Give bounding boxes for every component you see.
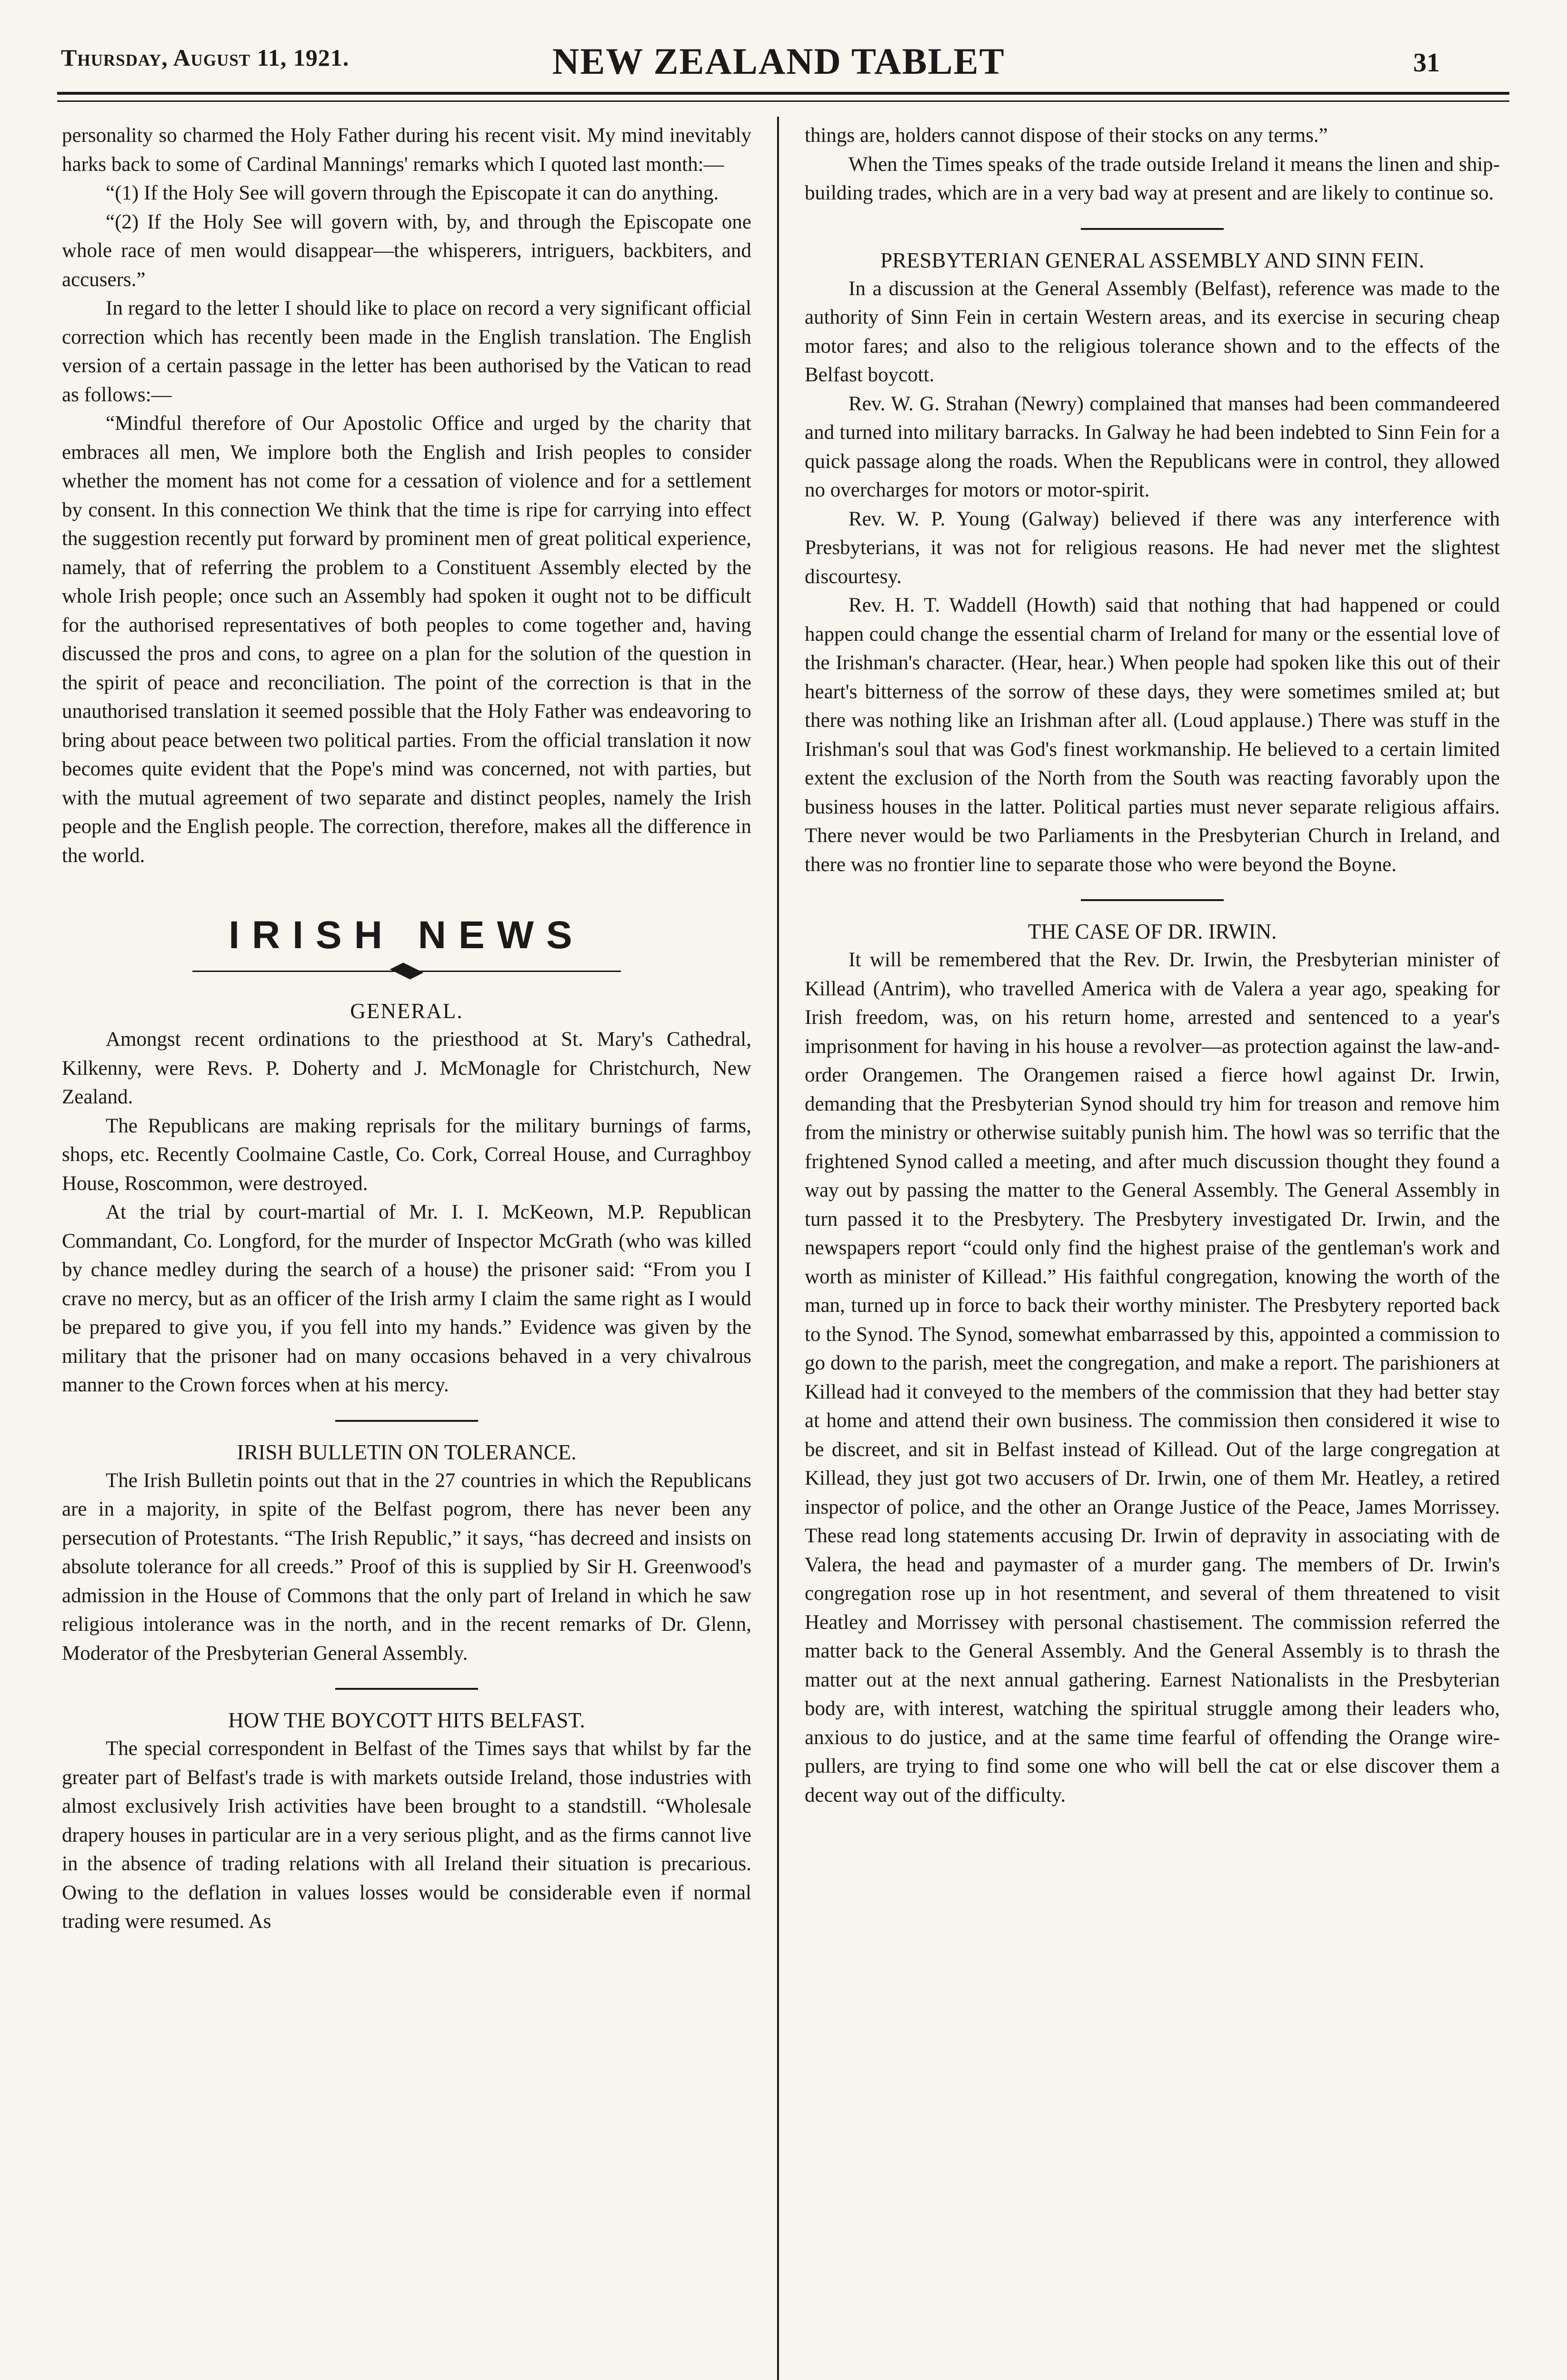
article-paragraph: things are, holders cannot dispose of their stocks on any terms.”	[805, 124, 1328, 147]
subheading-presbyterian-assembly: PRESBYTERIAN GENERAL ASSEMBLY AND SINN FEIN.	[880, 248, 1425, 272]
newspaper-title: NEW ZEALAND TABLET	[552, 40, 1005, 82]
section-title-irish-news: IRISH NEWS	[229, 913, 585, 957]
article-paragraph: “(1) If the Holy See will govern through the Episcopate it can do anything.	[106, 182, 719, 204]
article-paragraph: “(2) If the Holy See will govern with, by, and through the Episcopate one whole race of men would disappear—the whisperers, intriguers, backbiters, and accusers.”	[62, 210, 751, 291]
article-paragraph: In a discussion at the General Assembly (Belfast), reference was made to the authority of Sinn Fein in certain Western areas, and its exercise in securing cheap motor fares; and also to the religious tolerance shown and to the effects of the Belfast boycott.	[805, 277, 1500, 386]
article-paragraph: When the Times speaks of the trade outside Ireland it means the linen and ship-building trades, which are in a very bad way at present and are likely to continue so.	[805, 153, 1500, 204]
masthead-rule-thin	[57, 100, 1509, 102]
article-paragraph: “Mindful therefore of Our Apostolic Office and urged by the charity that embraces all men, We implore both the English and Irish peoples to consider whether the moment has not come for a cessation of violence and for a settlement by consent. In this connection We think that the time is ripe for carrying into effect the suggestion recently put forward by prominent men of great political experience, namely, that of referring the problem to a Constituent Assembly elected by the whole Irish people; once such an Assembly had spoken it ought not to be difficult for the authorised representatives of both peoples to come together and, having discussed the pros and cons, to agree on a plan for the solution of the question in the spirit of peace and reconciliation. The point of the correction is that in the unauthorised translation it seemed possible that the Holy Father was endeavoring to bring about peace between two political parties. From the official translation it now becomes quite evident that the Pope's mind was concerned, not with parties, but with the mutual agreement of two separate and distinct peoples, namely the Irish people and the English people. The correction, therefore, makes all the difference in the world.	[62, 412, 751, 867]
subheading-boycott: HOW THE BOYCOTT HITS BELFAST.	[228, 1708, 585, 1732]
article-paragraph: Rev. H. T. Waddell (Howth) said that nothing that had happened or could happen could change the essential charm of Ireland for many or the essential love of the Irishman's character. (Hear, hear.) When people had spoken like this out of their heart's bitterness of the sorrow of these days, they were sometimes smiled at; but there was nothing like an Irishman after all. (Loud applause.) There was stuff in the Irishman's soul that was God's finest workmanship. He believed to a certain limited extent the exclusion of the North from the South was reacting favorably upon the business houses in the latter. Political parties must never separate religious affairs. There never would be two Parliaments in the Presbyterian Church in Ireland, and there was no frontier line to separate those who were beyond the Boyne.	[805, 594, 1500, 876]
subheading-irish-bulletin: IRISH BULLETIN ON TOLERANCE.	[237, 1440, 577, 1464]
article-paragraph: The Irish Bulletin points out that in the 27 countries in which the Republicans are in a majority, in spite of the Belfast pogrom, there has never been any persecution of Protestants. “The Irish Republic,” it says, “has decreed and insists on absolute tolerance for all creeds.” Proof of this is supplied by Sir H. Greenwood's admission in the House of Commons that the only part of Ireland in which he saw religious intolerance was in the north, and in the recent remarks of Dr. Glenn, Moderator of the Presbyterian General Assembly.	[62, 1469, 751, 1665]
column-divider	[777, 117, 779, 2380]
article-paragraph: Amongst recent ordinations to the priesthood at St. Mary's Cathedral, Kilkenny, were Revs. P. Doherty and J. McMonagle for Christchurch, New Zealand.	[62, 1028, 751, 1108]
issue-date: Thursday, August 11, 1921.	[61, 44, 349, 71]
article-paragraph: Rev. W. P. Young (Galway) believed if there was any interference with Presbyterians, it was not for religious reasons. He had never met the slightest discourtesy.	[805, 507, 1500, 588]
article-paragraph: The Republicans are making reprisals for the military burnings of farms, shops, etc. Recently Coolmaine Castle, Co. Cork, Correal House, and Curraghboy House, Roscommon, were destroyed.	[62, 1114, 751, 1195]
left-column	[62, 121, 751, 1936]
subheading-case-of-dr-irwin: THE CASE OF DR. IRWIN.	[1028, 920, 1277, 943]
article-paragraph: personality so charmed the Holy Father during his recent visit. My mind inevitably harks back to some of Cardinal Mannings' remarks which I quoted last month:—	[62, 124, 751, 176]
article-paragraph: Rev. W. G. Strahan (Newry) complained that manses had been commandeered and turned into military barracks. In Galway he had been indebted to Sinn Fein for a quick passage along the roads. When the Republicans were in control, they allowed no overcharges for motors or motor-spirit.	[805, 392, 1500, 501]
right-column	[805, 121, 1500, 1810]
masthead-rule	[57, 92, 1509, 95]
article-separator	[1081, 899, 1224, 901]
section-ornament	[192, 968, 621, 974]
article-separator	[335, 1420, 478, 1422]
article-paragraph: At the trial by court-martial of Mr. I. I. McKeown, M.P. Republican Commandant, Co. Longford, for the murder of Inspector McGrath (who was killed by chance medley during the search of a house) the prisoner said: “From you I crave no mercy, but as an officer of the Irish army I claim the same right as I would be prepared to give you, if you fell into my hands.” Evidence was given by the military that the prisoner had on many occasions behaved in a very chivalrous manner to the Crown forces when at his mercy.	[62, 1201, 751, 1396]
subheading-general: GENERAL.	[350, 999, 463, 1023]
article-paragraph: It will be remembered that the Rev. Dr. Irwin, the Presbyterian minister of Killead (Antrim), who travelled America with de Valera a year ago, speaking for Irish freedom, was, on his return home, arrested and sentenced to a year's imprisonment for having in his house a revolver—as protection against the law-and-order Orangemen. The Orangemen raised a fierce howl against Dr. Irwin, demanding that the Presbyterian Synod should try him for treason and remove him from the ministry or otherwise suitably punish him. The howl was so terrific that the frightened Synod called a meeting, and after much discussion thought they found a way out by passing the matter to the General Assembly. The General Assembly in turn passed it to the Presbytery. The Presbytery investigated Dr. Irwin, and the newspapers report “could only find the highest praise of the gentleman's work and worth as minister of Killead.” His faithful congregation, knowing the worth of the man, turned up in force to back their worthy minister. The Presbytery reported back to the Synod. The Synod, somewhat embarrassed by this, appointed a commission to go down to the parish, meet the congregation, and make a report. The parishioners at Killead had it conveyed to the members of the commission that they had better stay at home and attend their own business. The commission then considered it wise to be discreet, and sit in Belfast instead of Killead. Out of the large congregation at Killead, they just got two accusers of Dr. Irwin, one of them Mr. Heatley, a retired inspector of police, and the other an Orange Justice of the Peace, James Morrissey. These read long statements accusing Dr. Irwin of depravity in associating with de Valera, the head and paymaster of a murder gang. The members of Dr. Irwin's congregation rose up in hot resentment, and several of them threatened to visit Heatley and Morrissey with personal chastisement. The commission referred the matter back to the General Assembly. And the General Assembly is to thrash the matter out at the next annual gathering. Earnest Nationalists in the Presbyterian body are, with interest, watching the spiritual struggle among their leaders who, anxious to do justice, and at the same time fearful of offending the Orange wire-pullers, are trying to find some one who will bell the cat or else discover them a decent way out of the difficulty.	[805, 949, 1500, 1806]
article-paragraph: The special correspondent in Belfast of the Times says that whilst by far the greater part of Belfast's trade is with markets outside Ireland, those industries with almost exclusively Irish activities have been brought to a standstill. “Wholesale drapery houses in particular are in a very serious plight, and as the firms cannot live in the absence of trading relations with all Ireland their situation is precarious. Owing to the deflation in values losses would be considerable even if normal trading were resumed. As	[62, 1737, 751, 1933]
page-number: 31	[1413, 48, 1440, 78]
article-separator	[1081, 228, 1224, 230]
article-paragraph: In regard to the letter I should like to place on record a very significant official correction which has recently been made in the English translation. The English version of a certain passage in the letter has been authorised by the Vatican to read as follows:—	[62, 297, 751, 406]
article-separator	[335, 1688, 478, 1690]
